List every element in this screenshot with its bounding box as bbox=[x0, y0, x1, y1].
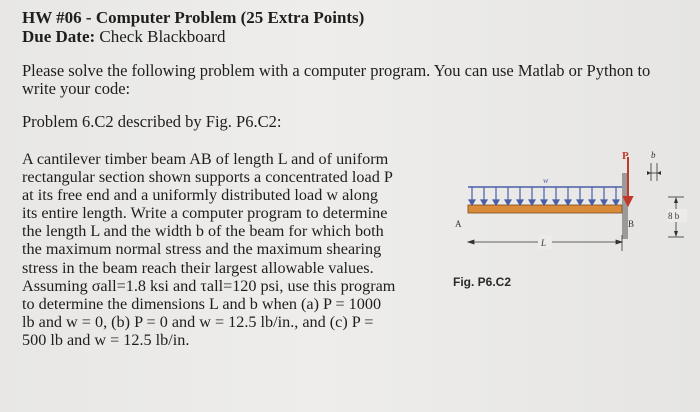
due-date-value: Check Blackboard bbox=[99, 27, 226, 46]
end-b-label: B bbox=[628, 219, 635, 229]
description-line: lb and w = 0, (b) P = 0 and w = 12.5 lb/in., and (c) P = bbox=[22, 312, 374, 331]
beam bbox=[468, 205, 622, 213]
problem-reference: Problem 6.C2 described by Fig. P6.C2: bbox=[22, 112, 282, 131]
load-w-label: w bbox=[543, 176, 549, 185]
width-b-label: b bbox=[651, 150, 656, 160]
problem-description bbox=[22, 150, 432, 349]
description-line: the length L and the width b of the beam for which both bbox=[22, 222, 384, 241]
description-line: Assuming σall=1.8 ksi and τall=120 psi, use this program bbox=[22, 276, 396, 295]
depth-label: 8 b bbox=[668, 211, 680, 221]
assignment-title: HW #06 - Computer Problem (25 Extra Points) bbox=[22, 8, 365, 27]
cantilever-beam-figure bbox=[448, 145, 688, 295]
description-line: A cantilever timber beam AB of length L and of uniform bbox=[22, 150, 389, 168]
due-date-line bbox=[22, 27, 225, 47]
description-line: 500 lb and w = 12.5 lb/in. bbox=[22, 330, 190, 349]
description-line: at its free end and a uniformly distributed load w along bbox=[22, 186, 379, 205]
length-l-label: L bbox=[541, 238, 547, 248]
end-a-label: A bbox=[455, 219, 462, 229]
figure-caption: Fig. P6.C2 bbox=[453, 275, 512, 289]
description-line: to determine the dimensions L and b when (a) P = 1000 bbox=[22, 294, 382, 313]
due-date-label: Due Date: bbox=[22, 27, 96, 46]
cross-section bbox=[647, 163, 684, 237]
description-line: its entire length. Write a computer program to determine bbox=[22, 204, 388, 223]
load-p-label: P bbox=[622, 150, 629, 162]
description-line: stress in the beam reach their largest allowable values. bbox=[22, 258, 374, 277]
instructions-text: Please solve the following problem with a computer program. You can use Matlab or Python to write your code: bbox=[22, 61, 651, 98]
distributed-load-arrows bbox=[469, 187, 619, 205]
description-line: the maximum normal stress and the maximum shearing bbox=[22, 240, 382, 259]
description-line: rectangular section shown supports a concentrated load P bbox=[22, 168, 393, 187]
